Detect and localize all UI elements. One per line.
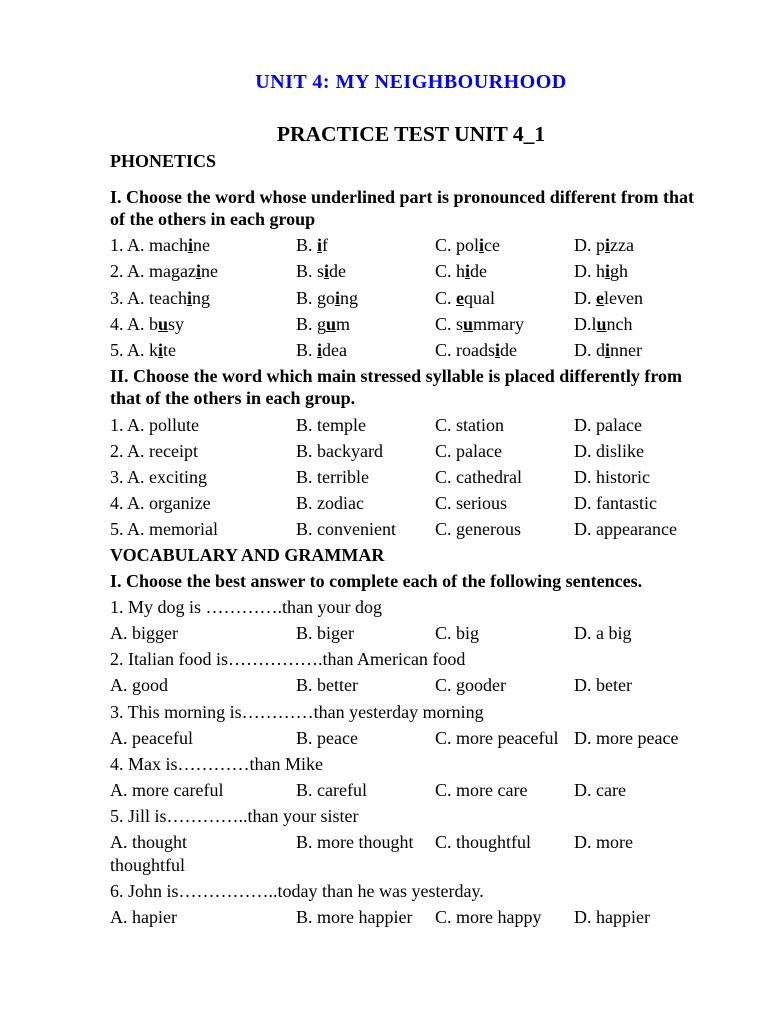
- answer-option: [110, 260, 296, 283]
- phonetics-part2-row: [110, 518, 704, 544]
- answer-option: D. more thoughtful: [110, 832, 633, 875]
- answer-option: C. thoughtful: [435, 832, 532, 853]
- underlined-letter: i: [335, 287, 341, 308]
- question-stem: 5. Jill is…………..than your sister: [110, 805, 359, 826]
- question-stem: 6. John is……………..today than he was yesterday.: [110, 880, 484, 901]
- answer-option: [110, 313, 296, 336]
- instruction-phonetics-part1: I. Choose the word whose underlined part is pronounced different from that of the others in each group: [110, 186, 695, 230]
- underlined-letter: i: [479, 235, 485, 256]
- option-text: C. pol: [435, 235, 480, 256]
- underlined-letter: i: [158, 339, 164, 360]
- option-text: D. h: [574, 261, 605, 282]
- answer-option: C. generous: [435, 518, 521, 539]
- answer-option: C. cathedral: [435, 466, 522, 487]
- answer-options-row: [110, 674, 704, 700]
- answer-option: B. convenient: [296, 518, 396, 539]
- underlined-letter: i: [605, 261, 611, 282]
- phonetics-part1-row: [110, 234, 704, 260]
- option-text: dea: [322, 339, 348, 360]
- option-text: D. d: [574, 339, 605, 360]
- option-text: nch: [606, 313, 633, 334]
- question-stem: 2. Italian food is…………….than American food: [110, 649, 466, 670]
- answer-option: D. historic: [574, 466, 650, 487]
- answer-option: B. more thought: [296, 832, 414, 853]
- answer-option: [574, 288, 643, 308]
- answer-option: C. big: [435, 623, 480, 644]
- answer-option: [435, 234, 574, 257]
- option-text: ng: [192, 287, 210, 308]
- section-heading-phonetics: PHONETICS: [110, 151, 217, 171]
- phonetics-part2-questions: [110, 414, 704, 544]
- option-text: 2. A. magaz: [110, 261, 196, 282]
- answer-option: [435, 313, 574, 336]
- option-text: te: [163, 339, 177, 360]
- option-text: sy: [168, 313, 185, 334]
- answer-option: B. terrible: [296, 466, 369, 487]
- answer-option: [574, 314, 633, 334]
- option-text: 4. A. b: [110, 313, 159, 334]
- answer-option: [110, 234, 296, 257]
- option-text: de: [500, 339, 518, 360]
- answer-option: [435, 287, 574, 310]
- option-text: B.: [296, 339, 318, 360]
- option-text: leven: [604, 287, 643, 308]
- answer-option: C. more happy: [435, 906, 542, 927]
- answer-option: [574, 261, 628, 281]
- phonetics-part2-row: [110, 492, 704, 518]
- answer-option: A. more careful: [110, 779, 224, 800]
- answer-option: C. more peaceful: [435, 727, 559, 748]
- question-stem: 1. My dog is ………….than your dog: [110, 597, 382, 618]
- answer-option: B. careful: [296, 779, 367, 800]
- answer-options-row: [110, 622, 704, 648]
- option-text: ce: [484, 235, 501, 256]
- underlined-letter: i: [186, 287, 192, 308]
- answer-option: C. gooder: [435, 675, 506, 696]
- answer-option: [296, 339, 435, 362]
- answer-option: B. peace: [296, 727, 358, 748]
- option-text: B. s: [296, 261, 325, 282]
- phonetics-part2-row: [110, 414, 704, 440]
- option-text: C. h: [435, 261, 466, 282]
- answer-option: C. more care: [435, 779, 528, 800]
- answer-option: B. zodiac: [296, 492, 364, 513]
- option-text: D.l: [574, 313, 597, 334]
- question-stem: 4. Max is…………than Mike: [110, 753, 323, 774]
- underlined-letter: i: [495, 339, 501, 360]
- answer-option: [574, 235, 634, 255]
- answer-option: 3. A. exciting: [110, 466, 207, 487]
- vocabulary-part1-questions: [110, 596, 704, 932]
- answer-option: A. good: [110, 675, 168, 696]
- option-text: D.: [574, 287, 596, 308]
- answer-option: A. thought: [110, 832, 188, 853]
- answer-option: C. palace: [435, 440, 502, 461]
- answer-option: [110, 287, 296, 310]
- option-text: zza: [610, 235, 634, 256]
- answer-option: [296, 313, 435, 336]
- answer-options-row: [110, 779, 704, 805]
- answer-option: 2. A. receipt: [110, 440, 198, 461]
- option-text: de: [470, 261, 488, 282]
- option-text: ne: [193, 235, 211, 256]
- worksheet-body: [110, 150, 704, 932]
- answer-option: D. happier: [574, 906, 650, 927]
- option-text: qual: [464, 287, 496, 308]
- question-stem: 3. This morning is…………than yesterday morning: [110, 701, 484, 722]
- phonetics-part1-questions: [110, 234, 704, 364]
- answer-option: [296, 234, 435, 257]
- option-text: ne: [201, 261, 218, 282]
- title-block: [110, 69, 712, 147]
- underlined-letter: i: [465, 261, 471, 282]
- option-text: C. roads: [435, 339, 495, 360]
- underlined-letter: e: [596, 287, 604, 308]
- underlined-letter: u: [596, 313, 607, 334]
- option-text: D. p: [574, 235, 605, 256]
- underlined-letter: i: [188, 235, 194, 256]
- answer-option: [110, 339, 296, 362]
- answer-option: B. backyard: [296, 440, 383, 461]
- answer-option: D. fantastic: [574, 492, 657, 513]
- answer-option: [435, 339, 574, 362]
- option-text: C.: [435, 287, 457, 308]
- underlined-letter: u: [326, 313, 337, 334]
- option-text: 5. A. k: [110, 339, 159, 360]
- option-text: B. go: [296, 287, 336, 308]
- instruction-vocabulary-part1: I. Choose the best answer to complete each of the following sentences.: [110, 571, 643, 592]
- option-text: 1. A. mach: [110, 235, 188, 256]
- answer-option: D. appearance: [574, 518, 677, 539]
- phonetics-part1-row: [110, 260, 704, 286]
- answer-options-row: [110, 831, 704, 880]
- underlined-letter: u: [158, 313, 169, 334]
- answer-option: A. hapier: [110, 906, 177, 927]
- option-text: ng: [340, 287, 359, 308]
- answer-option: 4. A. organize: [110, 492, 211, 513]
- answer-option: D. beter: [574, 675, 632, 696]
- answer-option: A. peaceful: [110, 727, 193, 748]
- option-text: B.: [296, 235, 318, 256]
- option-text: de: [329, 261, 347, 282]
- answer-option: C. serious: [435, 492, 507, 513]
- phonetics-part1-row: [110, 313, 704, 339]
- answer-option: D. care: [574, 779, 626, 800]
- answer-option: [296, 260, 435, 283]
- underlined-letter: i: [605, 339, 611, 360]
- phonetics-part2-row: [110, 466, 704, 492]
- section-heading-vocabulary: VOCABULARY AND GRAMMAR: [110, 545, 385, 565]
- underlined-letter: i: [317, 339, 323, 360]
- answer-option: B. better: [296, 675, 358, 696]
- answer-option: B. more happier: [296, 906, 413, 927]
- option-text: m: [336, 313, 351, 334]
- answer-options-row: [110, 727, 704, 753]
- answer-option: [435, 260, 574, 283]
- answer-option: D. a big: [574, 623, 632, 644]
- underlined-letter: e: [456, 287, 465, 308]
- underlined-letter: i: [195, 261, 201, 282]
- test-title: PRACTICE TEST UNIT 4_1: [276, 122, 546, 146]
- option-text: mmary: [473, 313, 525, 334]
- answer-option: [574, 340, 642, 360]
- instruction-phonetics-part2: II. Choose the word which main stressed syllable is placed differently from that of the others in each group.: [110, 365, 683, 409]
- answer-option: [296, 287, 435, 310]
- phonetics-part1-row: [110, 287, 704, 313]
- option-text: gh: [610, 261, 629, 282]
- phonetics-part1-row: [110, 339, 704, 365]
- answer-option: C. station: [435, 414, 505, 435]
- underlined-letter: i: [324, 261, 330, 282]
- underlined-letter: i: [317, 235, 323, 256]
- answer-option: B. biger: [296, 623, 354, 644]
- underlined-letter: i: [605, 235, 611, 256]
- answer-option: D. more peace: [574, 727, 679, 748]
- option-text: B. g: [296, 313, 327, 334]
- option-text: 3. A. teach: [110, 287, 187, 308]
- unit-title: UNIT 4: MY NEIGHBOURHOOD: [255, 71, 567, 93]
- answer-option: A. bigger: [110, 623, 178, 644]
- answer-options-row: [110, 906, 704, 932]
- answer-option: 1. A. pollute: [110, 414, 199, 435]
- answer-option: B. temple: [296, 414, 366, 435]
- option-text: nner: [610, 339, 642, 360]
- option-text: f: [322, 235, 329, 256]
- option-text: C. s: [435, 313, 464, 334]
- answer-option: D. dislike: [574, 440, 644, 461]
- answer-option: 5. A. memorial: [110, 518, 218, 539]
- phonetics-part2-row: [110, 440, 704, 466]
- answer-option: D. palace: [574, 414, 642, 435]
- underlined-letter: u: [463, 313, 474, 334]
